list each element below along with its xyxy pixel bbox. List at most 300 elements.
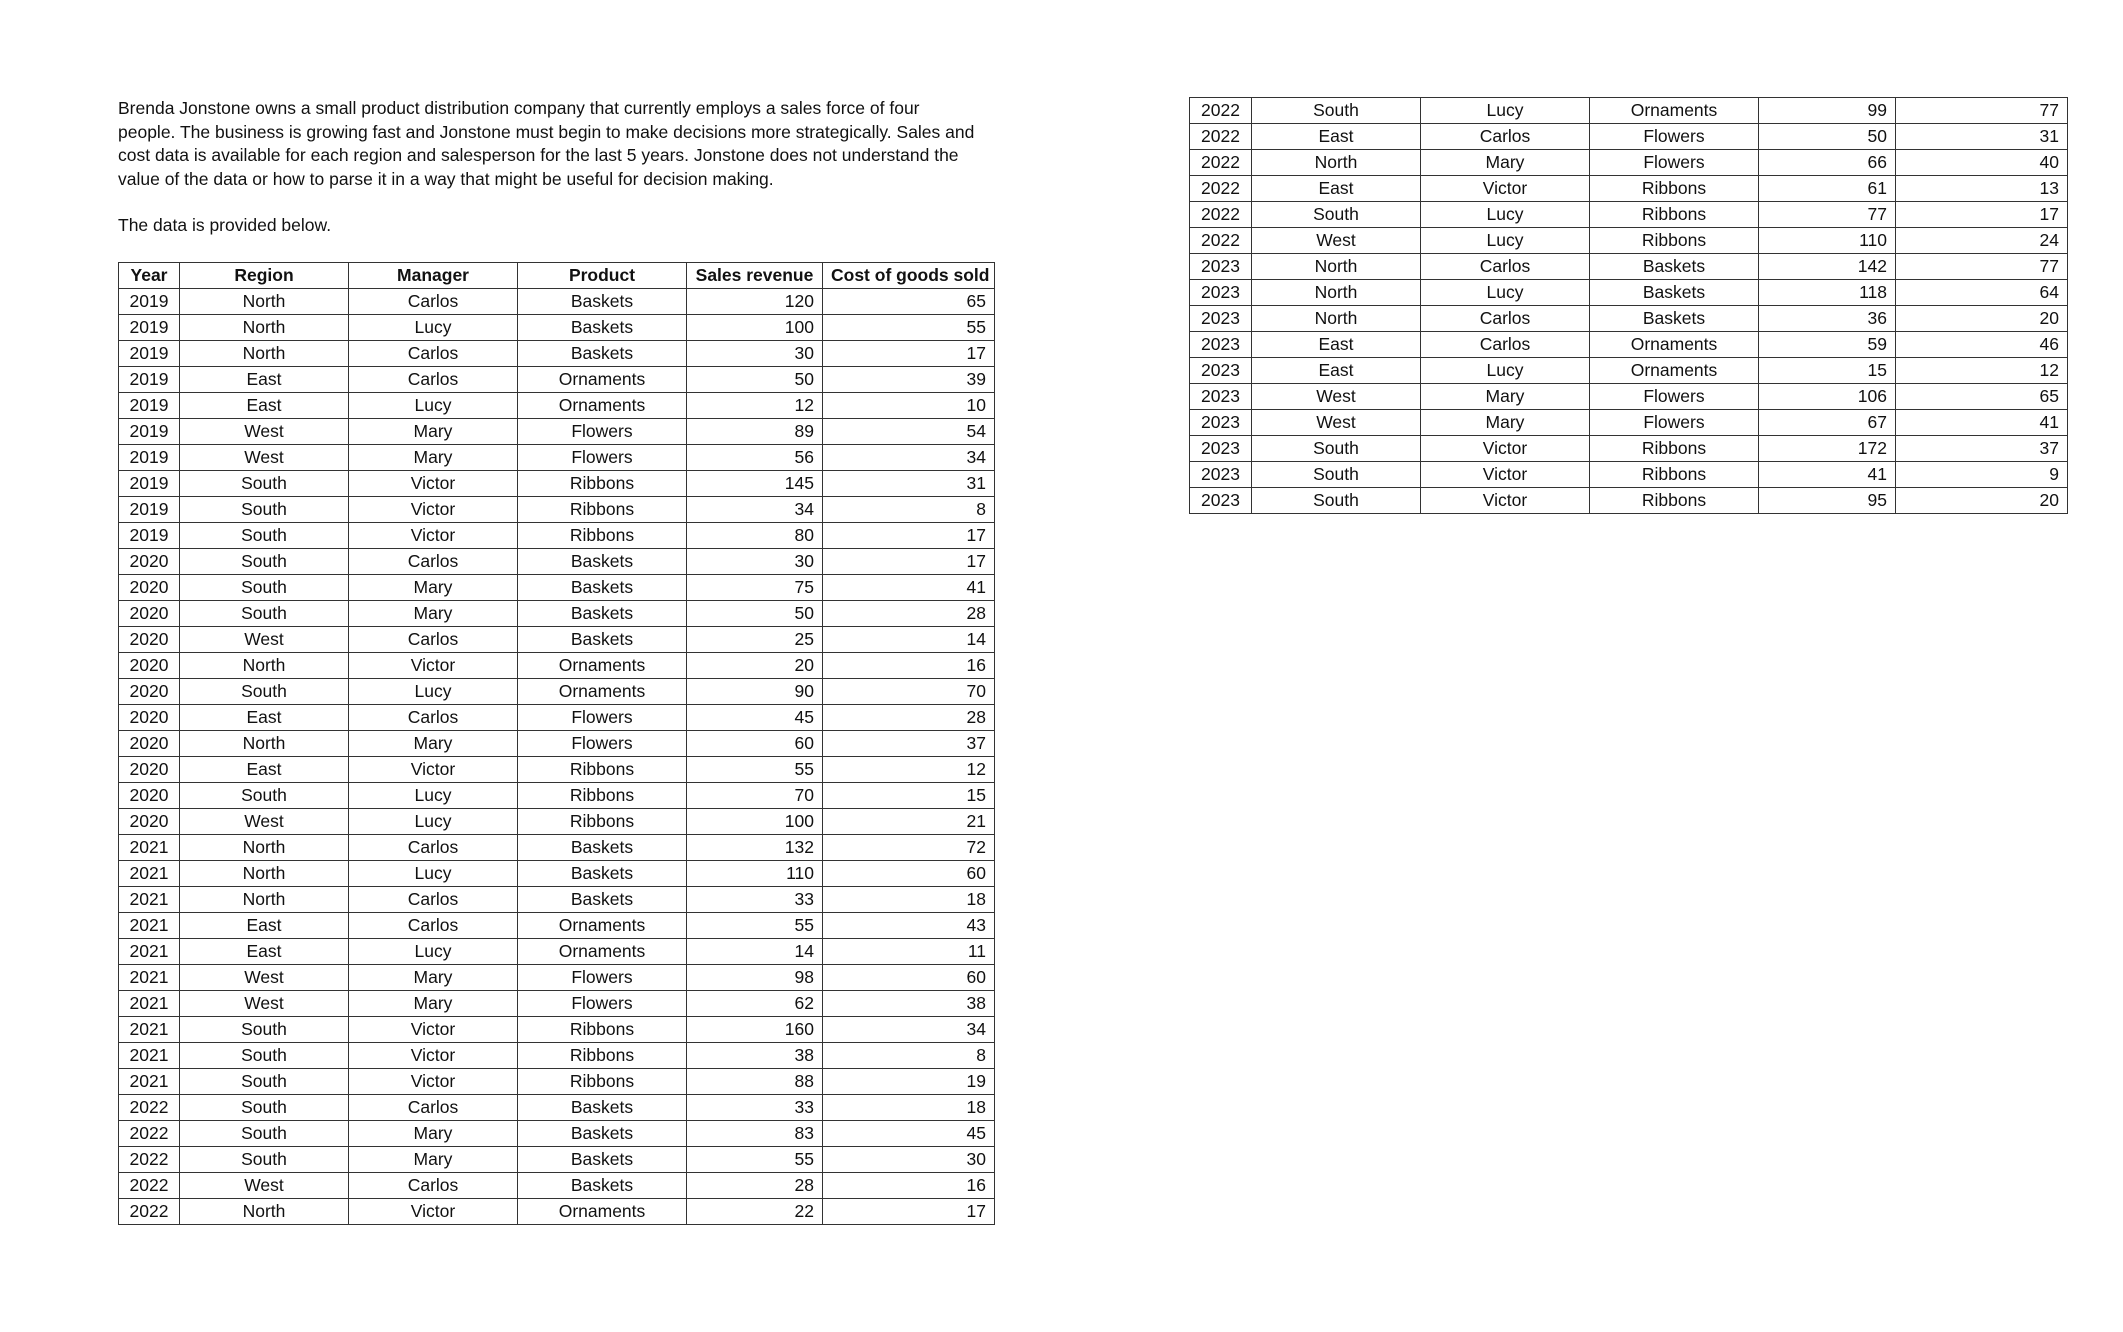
cell-cost-of-goods-sold: 21 [823, 809, 995, 835]
cell-region: North [1252, 280, 1421, 306]
table-row [119, 393, 995, 419]
table-row [119, 939, 995, 965]
table-row [119, 445, 995, 471]
cell-region: North [1252, 306, 1421, 332]
cell-manager: Carlos [349, 887, 518, 913]
left-table-body [119, 289, 995, 1225]
cell-region: West [1252, 384, 1421, 410]
cell-product: Ribbons [518, 1017, 687, 1043]
cell-cost-of-goods-sold: 20 [1896, 488, 2068, 514]
cell-sales-revenue: 12 [687, 393, 823, 419]
cell-manager: Victor [349, 757, 518, 783]
cell-cost-of-goods-sold: 20 [1896, 306, 2068, 332]
cell-product: Ribbons [518, 471, 687, 497]
cell-cost-of-goods-sold: 30 [823, 1147, 995, 1173]
cell-product: Baskets [518, 601, 687, 627]
table-row [119, 549, 995, 575]
cell-region: West [180, 445, 349, 471]
table-row [119, 1121, 995, 1147]
cell-product: Flowers [518, 731, 687, 757]
cell-sales-revenue: 20 [687, 653, 823, 679]
cell-sales-revenue: 118 [1759, 280, 1896, 306]
cell-sales-revenue: 33 [687, 1095, 823, 1121]
cell-manager: Carlos [349, 627, 518, 653]
cell-product: Flowers [518, 419, 687, 445]
cell-product: Ribbons [1590, 462, 1759, 488]
cell-sales-revenue: 55 [687, 757, 823, 783]
cell-region: South [180, 497, 349, 523]
cell-cost-of-goods-sold: 77 [1896, 254, 2068, 280]
cell-year: 2019 [119, 497, 180, 523]
cell-sales-revenue: 106 [1759, 384, 1896, 410]
cell-product: Flowers [518, 991, 687, 1017]
cell-cost-of-goods-sold: 46 [1896, 332, 2068, 358]
cell-product: Ribbons [1590, 488, 1759, 514]
table-row [119, 991, 995, 1017]
cell-product: Baskets [518, 315, 687, 341]
cell-product: Ribbons [1590, 436, 1759, 462]
cell-year: 2021 [119, 835, 180, 861]
cell-year: 2021 [119, 991, 180, 1017]
table-row [1190, 332, 2068, 358]
cell-product: Baskets [518, 289, 687, 315]
cell-product: Baskets [518, 1147, 687, 1173]
cell-cost-of-goods-sold: 34 [823, 445, 995, 471]
cell-region: South [180, 549, 349, 575]
cell-product: Flowers [1590, 410, 1759, 436]
cell-manager: Victor [349, 1017, 518, 1043]
cell-sales-revenue: 110 [1759, 228, 1896, 254]
table-row [119, 965, 995, 991]
table-row [1190, 462, 2068, 488]
cell-region: East [1252, 358, 1421, 384]
cell-cost-of-goods-sold: 65 [1896, 384, 2068, 410]
cell-cost-of-goods-sold: 39 [823, 367, 995, 393]
cell-year: 2022 [119, 1199, 180, 1225]
cell-region: South [1252, 462, 1421, 488]
cell-year: 2023 [1190, 254, 1252, 280]
cell-product: Ribbons [518, 809, 687, 835]
table-row [119, 471, 995, 497]
cell-year: 2020 [119, 653, 180, 679]
cell-cost-of-goods-sold: 70 [823, 679, 995, 705]
cell-manager: Mary [1421, 150, 1590, 176]
cell-cost-of-goods-sold: 8 [823, 497, 995, 523]
table-row [119, 575, 995, 601]
cell-product: Ribbons [518, 1043, 687, 1069]
cell-product: Ornaments [518, 393, 687, 419]
cell-year: 2019 [119, 341, 180, 367]
cell-manager: Mary [349, 991, 518, 1017]
cell-region: West [180, 1173, 349, 1199]
table-row [119, 731, 995, 757]
cell-cost-of-goods-sold: 34 [823, 1017, 995, 1043]
cell-sales-revenue: 50 [687, 601, 823, 627]
cell-sales-revenue: 55 [687, 913, 823, 939]
cell-sales-revenue: 77 [1759, 202, 1896, 228]
cell-manager: Carlos [349, 835, 518, 861]
table-row [1190, 124, 2068, 150]
cell-cost-of-goods-sold: 37 [823, 731, 995, 757]
cell-cost-of-goods-sold: 60 [823, 861, 995, 887]
cell-year: 2020 [119, 731, 180, 757]
cell-year: 2021 [119, 1017, 180, 1043]
cell-sales-revenue: 56 [687, 445, 823, 471]
cell-cost-of-goods-sold: 17 [823, 341, 995, 367]
cell-region: East [180, 393, 349, 419]
cell-region: North [180, 731, 349, 757]
cell-year: 2020 [119, 809, 180, 835]
cell-cost-of-goods-sold: 72 [823, 835, 995, 861]
table-row [119, 861, 995, 887]
cell-year: 2019 [119, 393, 180, 419]
cell-cost-of-goods-sold: 17 [1896, 202, 2068, 228]
cell-year: 2020 [119, 783, 180, 809]
cell-year: 2022 [1190, 228, 1252, 254]
cell-region: North [180, 289, 349, 315]
cell-cost-of-goods-sold: 54 [823, 419, 995, 445]
cell-cost-of-goods-sold: 17 [823, 523, 995, 549]
cell-region: North [180, 653, 349, 679]
cell-region: West [180, 965, 349, 991]
cell-cost-of-goods-sold: 11 [823, 939, 995, 965]
cell-manager: Victor [1421, 488, 1590, 514]
cell-sales-revenue: 30 [687, 341, 823, 367]
cell-cost-of-goods-sold: 31 [823, 471, 995, 497]
header-cost-of-goods-sold: Cost of goods sold [823, 263, 995, 289]
cell-manager: Lucy [349, 861, 518, 887]
cell-region: South [1252, 436, 1421, 462]
cell-year: 2020 [119, 757, 180, 783]
cell-cost-of-goods-sold: 65 [823, 289, 995, 315]
cell-region: West [180, 809, 349, 835]
cell-region: North [180, 887, 349, 913]
cell-sales-revenue: 66 [1759, 150, 1896, 176]
cell-sales-revenue: 90 [687, 679, 823, 705]
cell-sales-revenue: 15 [1759, 358, 1896, 384]
cell-product: Ornaments [518, 367, 687, 393]
cell-year: 2020 [119, 601, 180, 627]
cell-manager: Victor [349, 653, 518, 679]
cell-cost-of-goods-sold: 43 [823, 913, 995, 939]
cell-region: East [1252, 124, 1421, 150]
cell-year: 2023 [1190, 384, 1252, 410]
cell-sales-revenue: 80 [687, 523, 823, 549]
cell-manager: Victor [349, 523, 518, 549]
cell-manager: Mary [349, 965, 518, 991]
cell-year: 2019 [119, 367, 180, 393]
table-row [119, 1147, 995, 1173]
cell-manager: Carlos [349, 1095, 518, 1121]
cell-sales-revenue: 142 [1759, 254, 1896, 280]
cell-sales-revenue: 132 [687, 835, 823, 861]
cell-region: North [1252, 150, 1421, 176]
cell-year: 2022 [1190, 202, 1252, 228]
cell-region: East [180, 939, 349, 965]
cell-manager: Victor [1421, 462, 1590, 488]
cell-sales-revenue: 41 [1759, 462, 1896, 488]
table-row [1190, 254, 2068, 280]
cell-sales-revenue: 70 [687, 783, 823, 809]
cell-sales-revenue: 62 [687, 991, 823, 1017]
cell-cost-of-goods-sold: 28 [823, 601, 995, 627]
cell-manager: Lucy [1421, 202, 1590, 228]
cell-product: Baskets [1590, 306, 1759, 332]
cell-region: South [1252, 98, 1421, 124]
cell-manager: Mary [349, 1147, 518, 1173]
cell-product: Baskets [518, 887, 687, 913]
cell-product: Ornaments [518, 653, 687, 679]
header-product: Product [518, 263, 687, 289]
cell-manager: Mary [349, 731, 518, 757]
cell-year: 2022 [119, 1095, 180, 1121]
cell-product: Ornaments [518, 1199, 687, 1225]
cell-year: 2022 [119, 1147, 180, 1173]
intro-note: The data is provided below. [118, 215, 332, 235]
cell-year: 2021 [119, 861, 180, 887]
table-row [1190, 306, 2068, 332]
table-row [1190, 488, 2068, 514]
cell-cost-of-goods-sold: 41 [1896, 410, 2068, 436]
cell-product: Ribbons [518, 757, 687, 783]
cell-sales-revenue: 99 [1759, 98, 1896, 124]
cell-year: 2019 [119, 315, 180, 341]
cell-sales-revenue: 45 [687, 705, 823, 731]
cell-year: 2023 [1190, 436, 1252, 462]
cell-year: 2023 [1190, 410, 1252, 436]
cell-region: South [180, 679, 349, 705]
table-row [119, 835, 995, 861]
cell-product: Ribbons [1590, 176, 1759, 202]
cell-region: South [1252, 202, 1421, 228]
cell-year: 2020 [119, 627, 180, 653]
table-row [119, 341, 995, 367]
cell-sales-revenue: 30 [687, 549, 823, 575]
table-row [119, 809, 995, 835]
cell-region: South [180, 1147, 349, 1173]
table-row [1190, 410, 2068, 436]
cell-manager: Carlos [1421, 306, 1590, 332]
table-row [119, 1095, 995, 1121]
table-row [119, 367, 995, 393]
cell-sales-revenue: 55 [687, 1147, 823, 1173]
cell-manager: Lucy [349, 315, 518, 341]
cell-region: South [180, 471, 349, 497]
cell-region: West [180, 991, 349, 1017]
table-row [119, 419, 995, 445]
cell-manager: Victor [1421, 436, 1590, 462]
cell-year: 2019 [119, 523, 180, 549]
sales-table-left [118, 262, 995, 1225]
cell-cost-of-goods-sold: 17 [823, 1199, 995, 1225]
cell-manager: Lucy [349, 393, 518, 419]
cell-region: East [180, 757, 349, 783]
table-row [1190, 228, 2068, 254]
cell-sales-revenue: 59 [1759, 332, 1896, 358]
table-row [119, 1017, 995, 1043]
cell-sales-revenue: 61 [1759, 176, 1896, 202]
cell-region: South [180, 1043, 349, 1069]
cell-cost-of-goods-sold: 31 [1896, 124, 2068, 150]
cell-region: North [180, 861, 349, 887]
header-year: Year [119, 263, 180, 289]
cell-sales-revenue: 89 [687, 419, 823, 445]
cell-sales-revenue: 172 [1759, 436, 1896, 462]
table-row [119, 497, 995, 523]
cell-region: West [180, 627, 349, 653]
cell-region: South [180, 575, 349, 601]
cell-year: 2021 [119, 939, 180, 965]
cell-sales-revenue: 145 [687, 471, 823, 497]
cell-year: 2019 [119, 289, 180, 315]
cell-manager: Mary [349, 575, 518, 601]
cell-year: 2021 [119, 965, 180, 991]
table-row [119, 1173, 995, 1199]
cell-product: Ornaments [518, 913, 687, 939]
cell-cost-of-goods-sold: 15 [823, 783, 995, 809]
cell-manager: Lucy [349, 939, 518, 965]
cell-sales-revenue: 83 [687, 1121, 823, 1147]
cell-cost-of-goods-sold: 8 [823, 1043, 995, 1069]
cell-manager: Lucy [1421, 228, 1590, 254]
cell-manager: Lucy [1421, 280, 1590, 306]
cell-year: 2022 [1190, 124, 1252, 150]
cell-sales-revenue: 100 [687, 809, 823, 835]
cell-region: West [1252, 410, 1421, 436]
table-row [1190, 98, 2068, 124]
table-row [119, 1069, 995, 1095]
cell-manager: Mary [349, 1121, 518, 1147]
cell-product: Ornaments [518, 679, 687, 705]
cell-year: 2020 [119, 679, 180, 705]
cell-manager: Mary [349, 445, 518, 471]
cell-cost-of-goods-sold: 17 [823, 549, 995, 575]
cell-region: South [180, 783, 349, 809]
cell-manager: Carlos [349, 549, 518, 575]
cell-product: Flowers [1590, 384, 1759, 410]
cell-sales-revenue: 75 [687, 575, 823, 601]
cell-year: 2021 [119, 887, 180, 913]
cell-cost-of-goods-sold: 18 [823, 887, 995, 913]
intro-text [118, 97, 978, 238]
cell-product: Baskets [518, 1095, 687, 1121]
cell-product: Baskets [518, 1121, 687, 1147]
cell-sales-revenue: 25 [687, 627, 823, 653]
cell-product: Baskets [518, 861, 687, 887]
table-row [119, 1043, 995, 1069]
table-row [119, 289, 995, 315]
table-row [1190, 436, 2068, 462]
cell-year: 2021 [119, 913, 180, 939]
cell-year: 2023 [1190, 332, 1252, 358]
cell-manager: Victor [349, 1069, 518, 1095]
table-row [119, 757, 995, 783]
cell-year: 2022 [1190, 176, 1252, 202]
cell-sales-revenue: 36 [1759, 306, 1896, 332]
cell-year: 2020 [119, 549, 180, 575]
sales-table-right [1189, 97, 2068, 514]
table-row [119, 523, 995, 549]
intro-paragraph: Brenda Jonstone owns a small product distribution company that currently employs a sales force of four people. The business is growing fast and Jonstone must begin to make decisions more strategically. Sales and cost data is available for each region and salesperson for the last 5 years. Jonstone does not understand the value of the data or how to parse it in a way that might be useful for decision making. [118, 98, 975, 189]
cell-product: Ribbons [1590, 228, 1759, 254]
cell-region: East [180, 705, 349, 731]
cell-manager: Lucy [349, 783, 518, 809]
table-row [119, 705, 995, 731]
cell-manager: Lucy [349, 809, 518, 835]
cell-region: North [180, 1199, 349, 1225]
cell-cost-of-goods-sold: 37 [1896, 436, 2068, 462]
cell-manager: Carlos [349, 913, 518, 939]
header-sales-revenue: Sales revenue [687, 263, 823, 289]
cell-product: Ornaments [518, 939, 687, 965]
cell-product: Baskets [518, 549, 687, 575]
cell-manager: Lucy [1421, 98, 1590, 124]
cell-region: West [1252, 228, 1421, 254]
cell-manager: Victor [1421, 176, 1590, 202]
cell-manager: Carlos [1421, 332, 1590, 358]
cell-product: Ornaments [1590, 98, 1759, 124]
cell-cost-of-goods-sold: 40 [1896, 150, 2068, 176]
table-row [119, 887, 995, 913]
cell-region: North [180, 835, 349, 861]
cell-manager: Victor [349, 471, 518, 497]
cell-cost-of-goods-sold: 24 [1896, 228, 2068, 254]
cell-product: Flowers [518, 445, 687, 471]
cell-cost-of-goods-sold: 28 [823, 705, 995, 731]
cell-sales-revenue: 33 [687, 887, 823, 913]
cell-manager: Carlos [1421, 254, 1590, 280]
cell-manager: Carlos [349, 367, 518, 393]
cell-product: Flowers [1590, 150, 1759, 176]
cell-product: Baskets [1590, 280, 1759, 306]
cell-product: Ribbons [1590, 202, 1759, 228]
cell-year: 2023 [1190, 280, 1252, 306]
cell-cost-of-goods-sold: 41 [823, 575, 995, 601]
cell-region: South [1252, 488, 1421, 514]
cell-cost-of-goods-sold: 13 [1896, 176, 2068, 202]
right-table-body [1190, 98, 2068, 514]
cell-region: North [1252, 254, 1421, 280]
cell-region: South [180, 601, 349, 627]
table-row [119, 913, 995, 939]
cell-cost-of-goods-sold: 12 [823, 757, 995, 783]
cell-manager: Carlos [349, 1173, 518, 1199]
cell-sales-revenue: 34 [687, 497, 823, 523]
cell-cost-of-goods-sold: 60 [823, 965, 995, 991]
cell-region: South [180, 1095, 349, 1121]
cell-region: South [180, 523, 349, 549]
cell-sales-revenue: 98 [687, 965, 823, 991]
cell-manager: Mary [1421, 410, 1590, 436]
header-region: Region [180, 263, 349, 289]
cell-year: 2023 [1190, 462, 1252, 488]
cell-sales-revenue: 28 [687, 1173, 823, 1199]
cell-product: Baskets [518, 835, 687, 861]
cell-product: Ribbons [518, 523, 687, 549]
cell-region: South [180, 1121, 349, 1147]
cell-manager: Carlos [349, 289, 518, 315]
cell-sales-revenue: 67 [1759, 410, 1896, 436]
cell-cost-of-goods-sold: 12 [1896, 358, 2068, 384]
cell-product: Flowers [518, 965, 687, 991]
cell-sales-revenue: 22 [687, 1199, 823, 1225]
cell-year: 2020 [119, 575, 180, 601]
table-row [1190, 150, 2068, 176]
cell-sales-revenue: 110 [687, 861, 823, 887]
cell-sales-revenue: 120 [687, 289, 823, 315]
cell-cost-of-goods-sold: 18 [823, 1095, 995, 1121]
cell-region: South [180, 1017, 349, 1043]
